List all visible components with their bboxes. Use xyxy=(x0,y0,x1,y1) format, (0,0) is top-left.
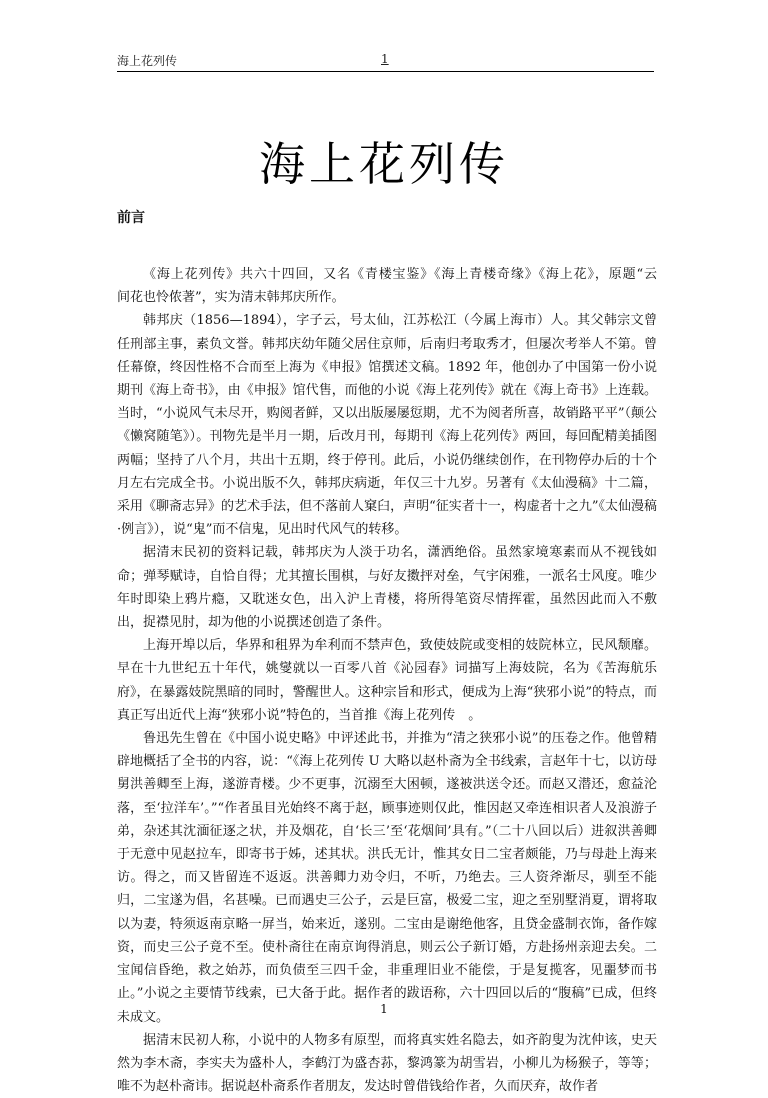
paragraph: 韩邦庆（1856—1894），字子云，号太仙，江苏松江（今属上海市）人。其父韩宗文曾任刑部主事，素负文誉。韩邦庆幼年随父居住京师，后南归考取秀才，但屡次考举人不第。曾任幕僚，终因性格不合而至上海为《申报》馆撰述文稿。1892 年，他创办了中国第一份小说期刊《海上奇书》，由《申报》馆代售，而他的小说《海上花列传》就在《海上奇书》上连载。当时，“小说风气未尽开，购阅者鲜，又以出版屡屡愆期，尤不为阅者所喜，故销路平平”（颠公《懒窝随笔》）。刊物先是半月一期，后改月刊，每期刊《海上花列传》两回，每回配精美插图两幅；坚持了八个月，共出十五期，终于停刊。此后，小说仍继续创作，在刊物停办后的十个月左右完成全书。小说出版不久，韩邦庆病逝，年仅三十九岁。另著有《太仙漫稿》十二篇，采用《聊斋志异》的艺术手法，但不落前人窠臼，声明“征实者十一，构虚者十之九”《太仙漫稿·例言》），说“鬼”而不信鬼，见出时代风气的转移。 xyxy=(117,313,657,538)
page-title: 海上花列传 xyxy=(259,137,509,191)
paragraph: 《海上花列传》共六十四回，又名《青楼宝鉴》《海上青楼奇缘》《海上花》，原题“云 间花也怜侬著”，实为清末韩邦庆所作。 xyxy=(117,267,684,306)
body-text xyxy=(117,263,684,1098)
running-header xyxy=(117,52,652,72)
header-book-title: 海上花列传 xyxy=(117,54,178,68)
header-page-number: 1 xyxy=(381,52,389,66)
paragraph: 鲁迅先生曾在《中国小说史略》中评述此书，并推为“清之狭邪小说”的压卷之作。他曾精辟地概括了全书的内容，说：“《海上花列传 U 大略以赵朴斋为全书线索，言赵年十七，以访母舅洪善卿至上海，遂游青楼。少不更事，沉溺至大困顿，遂被洪送令还。而赵又潜还，愈益沦落，至‘拉洋车’。”“作者虽目光始终不离于赵，顾事迹则仅此，惟因赵又牵连相识者人及浪游子弟，杂述其沈湎征逐之状，并及烟花，自‘长三’至‘花烟间’具有。”（二十八回以后）进叙洪善卿于无意中见赵拉车，即寄书于姊，述其状。洪氏无计，惟其女日二宝者颇能，乃与母赴上海来访。得之，而又皆留连不返返。洪善卿力劝令归，不听，乃绝去。三人资斧渐尽，驯至不能归，二宝遂为倡，名甚噪。已而遇史三公子，云是巨富，极爱二宝，迎之至别墅消夏，谓将取以为妻，特须返南京略一屏当，始来近，遂别。二宝由是谢绝他客，且贷金盛制衣饰，备作嫁资，而史三公子竟不至。使朴斋往在南京询得消息，则云公子新订婚，方赴扬州亲迎去矣。二宝闻信昏绝，救之始苏，而负债至三四千金，非重理旧业不能偿，于是复揽客，见噩梦而书止。”小说之主要情节线索，已大备于此。据作者的跋语称，六十四回以后的“腹稿”已成，但终未成文。 xyxy=(117,731,657,1025)
paragraph: 上海开埠以后，华界和租界为牟利而不禁声色，致使妓院或变相的妓院林立，民风颓靡。早在十九世纪五十年代，姚燮就以一百零八首《沁园春》词描写上海妓院，名为《苦海航乐府》，在暴露妓院黑暗的同时，警醒世人。这种宗旨和形式，便成为上海“狭邪小说”的特点，而真正写出近代上海“狭邪小说”特色的，当首推《海上花列传 。 xyxy=(117,638,657,723)
footer-page-number: 1 xyxy=(380,1002,388,1016)
section-heading: 前言 xyxy=(117,210,145,226)
header-rule xyxy=(117,71,654,72)
paragraph: 据清末民初的资料记载，韩邦庆为人淡于功名，潇洒绝俗。虽然家境寒素而从不视钱如命；弹琴赋诗，自恰自得；尤其擅长围棋，与好友擞抨对垒，气宇闲雅，一派名士风度。唯少年时即染上鸦片瘾，又耽迷女色，出入沪上青楼，将所得笔资尽情挥霍，虽然因此而入不敷出，捉襟见肘，却为他的小说撰述创造了条件。 xyxy=(117,545,657,631)
paragraph: 据清末民初人称，小说中的人物多有原型，而将真实姓名隐去，如齐韵叟为沈仲该，史天然为李木斋，李实夫为盛朴人，李鹤汀为盛杏荪，黎鸿篆为胡雪岩，小柳儿为杨猴子，等等；唯不为赵朴斋讳。据说赵朴斋系作者朋友，发达时曾借钱给作者，久而厌弃，故作者 xyxy=(117,1032,657,1095)
